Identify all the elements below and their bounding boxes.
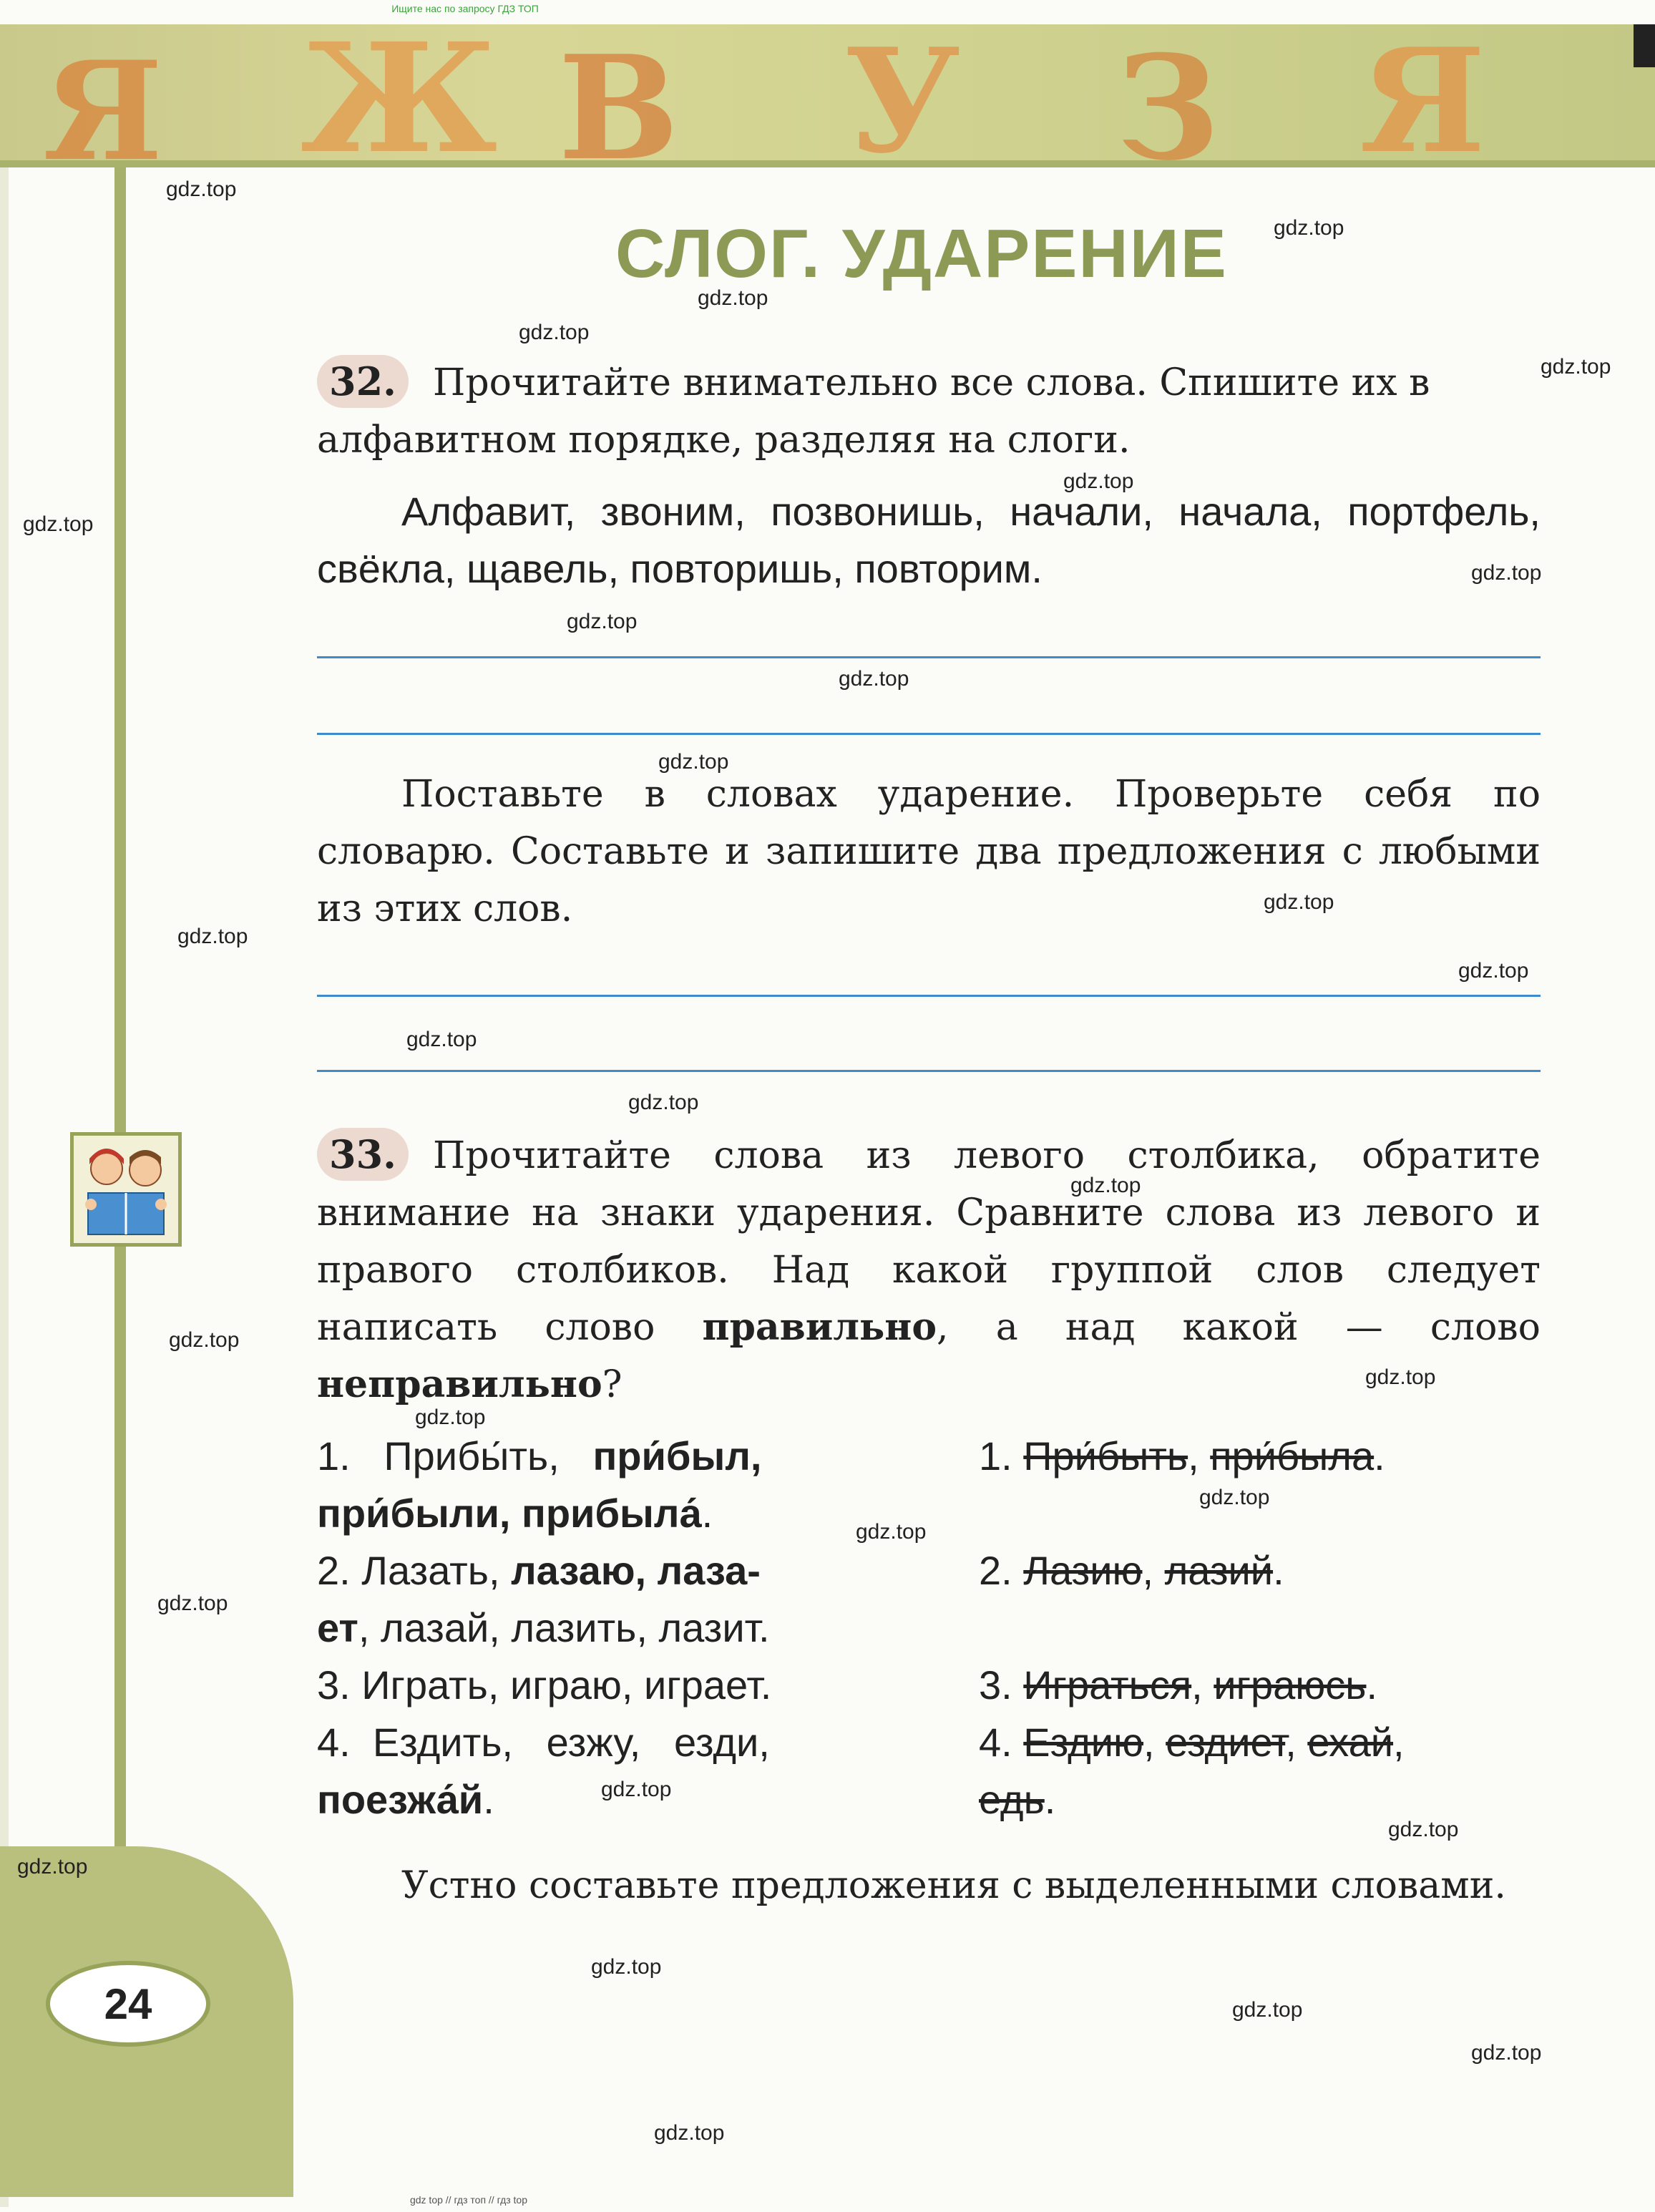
right-column-row-1: 1. При́быть, при́была. [979,1433,1385,1478]
exercise-32-number: 32. [317,355,409,408]
watermark: gdz.top [1232,1998,1303,2022]
page-title: СЛОГ. УДАРЕНИЕ [615,215,1228,292]
watermark: gdz.top [23,512,94,536]
banner-letter-decoration: У [844,24,961,167]
exercise-32-instruction [317,354,1541,469]
exercise-33-closing: Устно составьте предложения с выделенными словами. [401,1864,1506,1907]
right-column-row-3: 3. Играться, играюсь. [979,1662,1378,1707]
left-column-row-4: 4. Ездить, езжу, езди, поезжа́й. [317,1720,770,1822]
banner-letter-decoration: Ж [301,24,498,167]
watermark: gdz.top [1365,1365,1436,1389]
watermark: gdz.top [654,2121,725,2145]
right-column-row-4: 4. Ездию, ездиет, ехай, едь. [979,1720,1405,1822]
left-column-row-1: 1. Прибы́ть, при́был, при́были, прибыла́. [317,1433,762,1536]
watermark: gdz.top [591,1955,662,1979]
writing-line[interactable] [317,733,1541,735]
banner-corner [1634,24,1655,67]
watermark: gdz.top [1541,355,1611,379]
watermark: gdz.top [698,286,768,310]
exercise-32-words: Алфавит, звоним, позвонишь, начали, начала, портфель, свёкла, щавель, повторишь, повторим. [317,489,1541,591]
exercise-33-instruction [317,1127,1541,1413]
watermark: gdz.top [1471,561,1542,585]
writing-line[interactable] [317,656,1541,658]
exercise-33-text: ? [602,1363,623,1406]
watermark: gdz.top [567,610,638,633]
word-incorrect: неправильно [317,1363,602,1406]
exercise-33-number: 33. [317,1128,409,1181]
watermark: gdz.top [839,667,909,691]
watermark: gdz.top [856,1520,927,1544]
watermark: gdz.top [406,1028,477,1051]
exercise-32-text: Прочитайте внимательно все слова. Спишите их в алфавитном порядке, разделяя на слоги. [317,361,1430,462]
watermark: gdz.top [1471,2041,1542,2065]
watermark: gdz.top [1458,959,1529,983]
left-rail [114,167,126,1971]
reading-children-icon [70,1132,182,1247]
watermark: gdz.top [177,925,248,948]
exercise-33-text: , а над какой — слово [937,1306,1541,1349]
banner-letter-decoration: З [1116,24,1220,167]
bottom-note: gdz top // гдз топ // гдз top [409,2194,528,2206]
banner-letter-decoration: Я [1359,24,1486,167]
watermark: gdz.top [415,1405,486,1429]
watermark: gdz.top [169,1328,240,1352]
watermark: gdz.top [166,177,237,201]
top-note: Ищите нас по запросу ГДЗ ТОП [391,3,539,14]
banner-letter-decoration: Я [43,31,163,167]
writing-line[interactable] [317,1070,1541,1072]
watermark: gdz.top [1274,216,1344,240]
watermark: gdz.top [658,750,729,774]
watermark: gdz.top [157,1592,228,1615]
left-column-row-3: 3. Играть, играю, играет. [317,1662,772,1707]
watermark: gdz.top [1388,1818,1459,1841]
watermark: gdz.top [1199,1486,1270,1509]
right-column-row-2: 2. Лазию, лазий. [979,1548,1284,1593]
watermark: gdz.top [601,1778,672,1801]
watermark: gdz.top [1264,890,1334,914]
exercise-32-instruction-2: Поставьте в словах ударение. Проверьте себя по словарю. Составьте и запишите два предложения с любыми из этих слов. [317,773,1541,930]
watermark: gdz.top [519,321,590,344]
word-correct: правильно [702,1305,937,1349]
banner-letter-decoration: В [558,24,680,167]
header-banner [0,24,1655,167]
left-column-row-2: 2. Лазать, лазаю, лаза- ет, лазай, лазить, лазит. [317,1548,770,1650]
watermark: gdz.top [1070,1174,1141,1197]
writing-line[interactable] [317,995,1541,997]
watermark: gdz.top [1063,469,1134,493]
page-number: 24 [46,1961,210,2047]
watermark: gdz.top [17,1855,88,1879]
exercise-33-text: Прочитайте слова из левого столбика, обратите внимание на знаки ударения. Сравните слова из левого и правого столбиков. Над какой группой слов следует написать слово [317,1134,1541,1349]
reading-children-icon-drawing [74,1136,178,1243]
watermark: gdz.top [628,1091,699,1114]
